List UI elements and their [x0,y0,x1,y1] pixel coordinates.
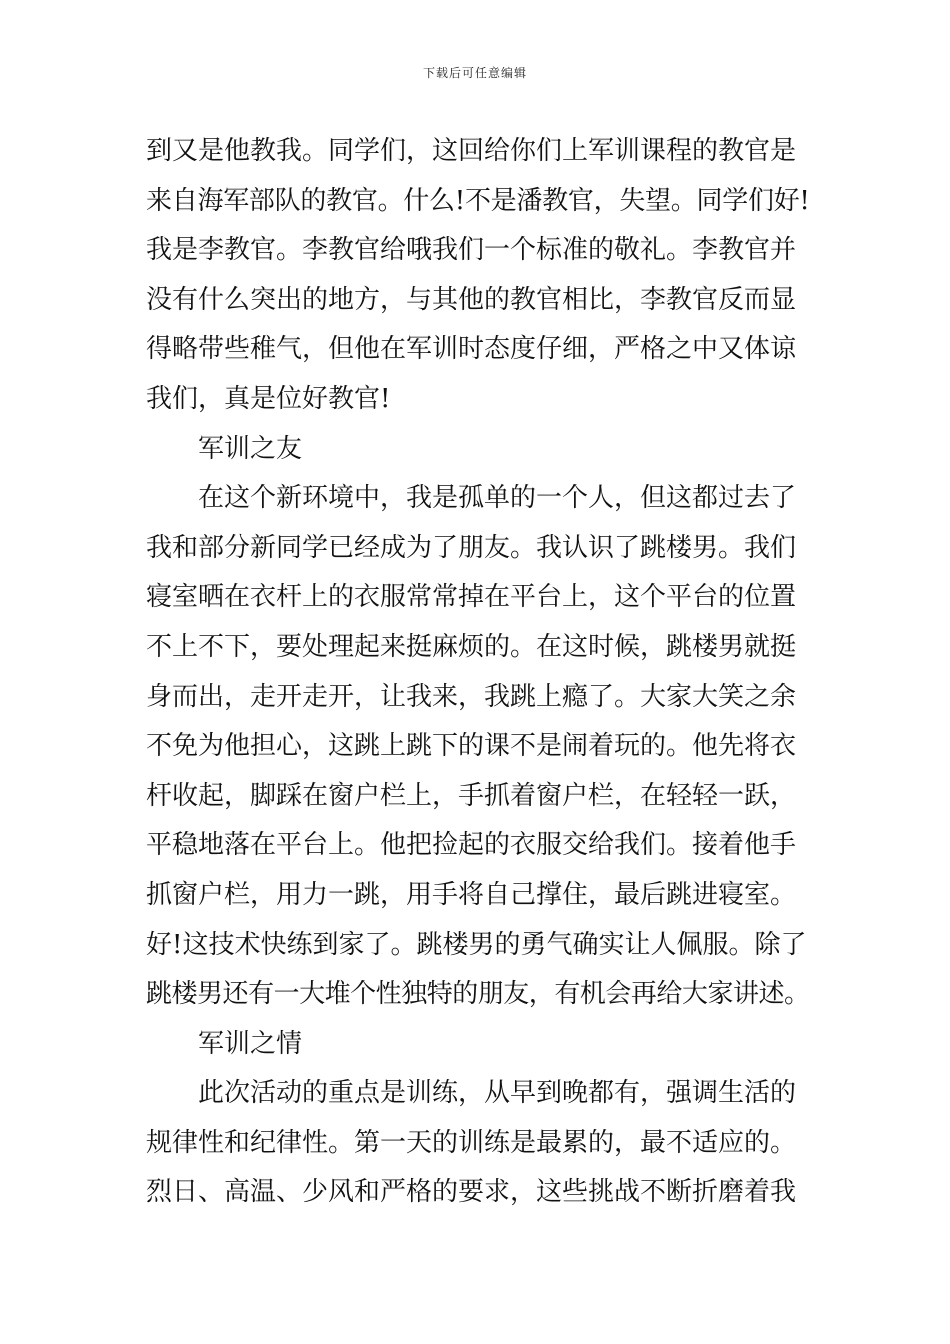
text-line: 好!这技术快练到家了。跳楼男的勇气确实让人佩服。除了 [146,929,807,960]
text-line: 平稳地落在平台上。他把捡起的衣服交给我们。接着他手 [146,830,797,861]
text-line: 规律性和纪律性。第一天的训练是最累的，最不适应的。 [146,1127,797,1158]
text-line: 到又是他教我。同学们，这回给你们上军训课程的教官是 [146,136,797,166]
text-line: 我们，真是位好教官! [146,383,391,414]
text-line: 身而出，走开走开，让我来，我跳上瘾了。大家大笑之余 [146,681,797,712]
text-line: 军训之情 [198,1028,303,1059]
text-line: 没有什么突出的地方，与其他的教官相比，李教官反而显 [146,284,797,315]
text-line: 寝室晒在衣杆上的衣服常常掉在平台上，这个平台的位置 [146,582,797,613]
text-line: 我是李教官。李教官给哦我们一个标准的敬礼。李教官并 [146,235,797,266]
text-line: 我和部分新同学已经成为了朋友。我认识了跳楼男。我们 [146,532,797,563]
text-line: 杆收起，脚踩在窗户栏上，手抓着窗户栏，在轻轻一跃， [146,780,797,811]
text-line: 不上不下，要处理起来挺麻烦的。在这时候，跳楼男就挺 [146,631,797,662]
text-line: 军训之友 [198,433,303,464]
body-text [146,127,810,1218]
text-line: 得略带些稚气，但他在军训时态度仔细，严格之中又体谅 [146,334,797,365]
page-header: 下载后可任意编辑 [422,66,527,80]
text-line: 在这个新环境中，我是孤单的一个人，但这都过去了 [198,483,797,514]
text-line: 不免为他担心，这跳上跳下的课不是闹着玩的。他先将衣 [146,731,797,762]
text-line: 烈日、高温、少风和严格的要求，这些挑战不断折磨着我 [146,1177,797,1208]
text-line: 抓窗户栏，用力一跳，用手将自己撑住，最后跳进寝室。 [146,879,797,910]
text-line: 此次活动的重点是训练，从早到晚都有，强调生活的 [198,1078,797,1109]
text-line: 来自海军部队的教官。什么!不是潘教官，失望。同学们好! [146,185,810,216]
text-line: 跳楼男还有一大堆个性独特的朋友，有机会再给大家讲述。 [146,979,810,1010]
